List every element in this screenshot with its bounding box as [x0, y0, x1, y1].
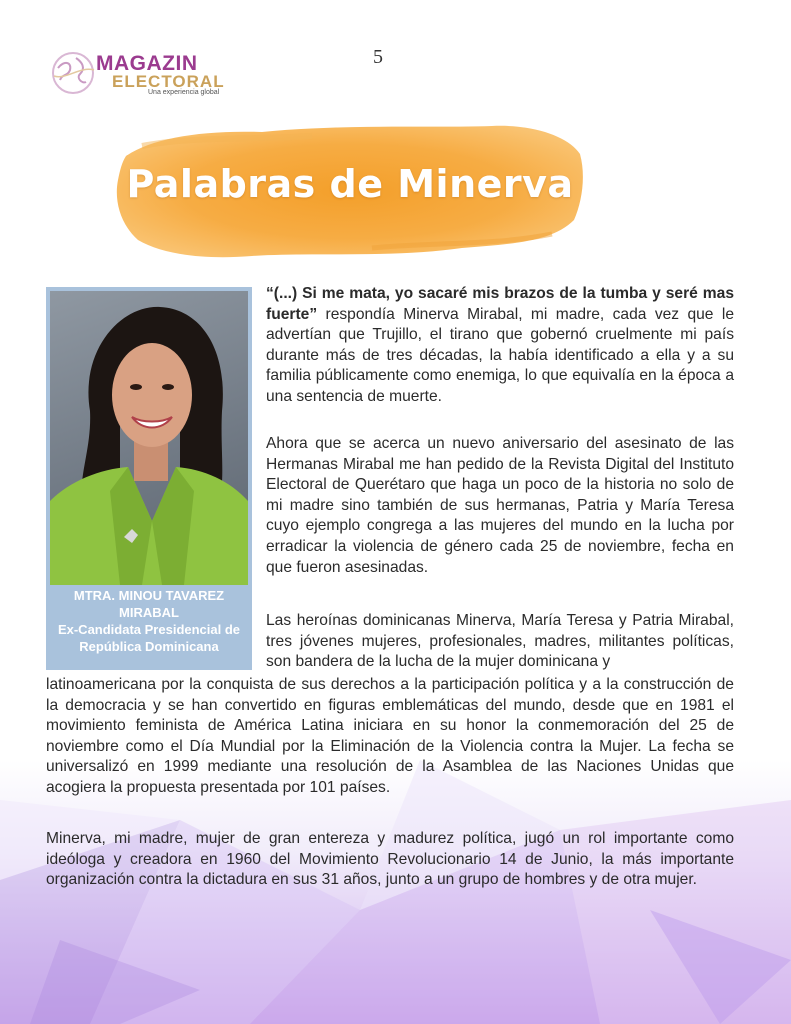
- paragraph-1-body: respondía Minerva Mirabal, mi madre, cada vez que le advertían que Trujillo, el tirano que gobernó cruelmente mi país durante más de tres décadas, la había identificado a ella y a su familia públicamente como enemiga, lo que equivalía en la época a una sentencia de muerte.: [266, 305, 734, 405]
- paragraph-2: Ahora que se acerca un nuevo aniversario del asesinato de las Hermanas Mirabal me han pedido de la Revista Digital del Instituto Electoral de Querétaro que haga un poco de la historia no solo de mi madre sino también de sus hermanas, Patria y María Teresa cuyo ejemplo congrega a las mujeres del mundo en la lucha por erradicar la violencia de género cada 25 de noviembre, fecha en que fueron asesinadas.: [266, 435, 734, 576]
- caption-role-line2: República Dominicana: [79, 639, 219, 654]
- page-number: 5: [373, 46, 383, 68]
- logo-tagline: Una experiencia global: [148, 89, 220, 96]
- globe-icon: [50, 50, 96, 96]
- paragraph-3-start: Las heroínas dominicanas Minerva, María Teresa y Patria Mirabal, tres jóvenes mujeres, profesionales, madres, militantes políticas, son bandera de la lucha de la mujer dominicana y: [266, 612, 734, 671]
- author-portrait: [50, 291, 248, 585]
- title-banner: [112, 116, 588, 264]
- caption-name-line1: MTRA. MINOU TAVAREZ: [73, 588, 225, 603]
- logo-title: MAGAZIN: [96, 52, 198, 75]
- caption-role-line1: Ex-Candidata Presidencial de: [57, 622, 241, 637]
- decorative-background: [0, 760, 791, 1024]
- paragraph-1: [266, 284, 734, 408]
- opening-quote: “(...) Si me mata, yo sacaré mis brazos de la tumba y seré mas fuerte”: [266, 285, 734, 323]
- photo-caption: [46, 587, 252, 655]
- caption-name-line2: MIRABAL: [119, 605, 179, 620]
- page-title: Palabras de Minerva: [126, 162, 574, 206]
- paragraph-4: Minerva, mi madre, mujer de gran entereza y madurez política, jugó un rol importante como ideóloga y creadora en 1960 del Movimiento Revolucionario 14 de Junio, la más importante organización contra la dictadura en sus 31 años, junto a un grupo de hombres y de otra mujer.: [46, 830, 734, 889]
- paragraph-3-continued: latinoamericana por la conquista de sus derechos a la participación política y a la construcción de la democracia y se han convertido en figuras emblemáticas del mundo, desde que en 1981 el movimiento feminista de América Latina iniciara en su honor la conmemoración del 25 de noviembre como el Día Mundial por la Eliminación de la Violencia contra la Mujer. La fecha se universalizó en 1999 mediante una resolución de la Asamblea de las Naciones Unidas que acogiera la propuesta presentada por 101 países.: [46, 676, 734, 796]
- author-photo-card: [46, 287, 252, 670]
- magazine-logo: [50, 48, 230, 100]
- logo-subtitle: ELECTORAL: [112, 72, 225, 91]
